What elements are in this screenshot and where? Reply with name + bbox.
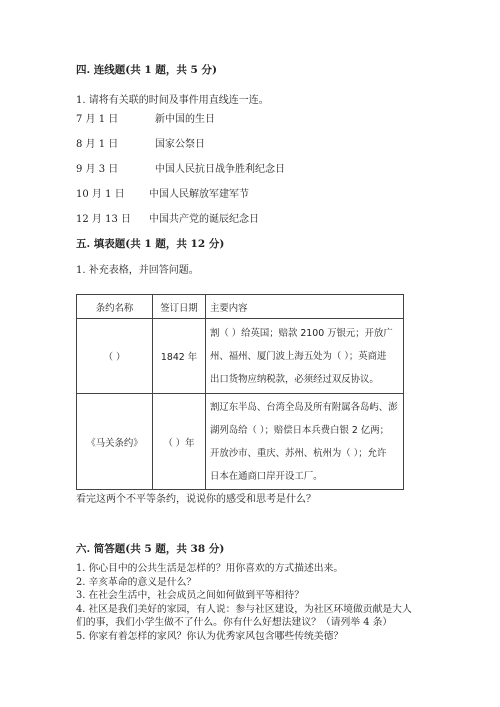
treaty-table — [76, 294, 404, 490]
match-date-4: 10 月 1 日 — [76, 189, 125, 200]
treaty-content — [206, 394, 404, 490]
short-answer-list — [76, 562, 412, 643]
question-4: 4. 社区是我们美好的家园，有人说：参与社区建设，为社区环境做贡献是大人 — [76, 603, 412, 615]
question-1: 1. 你心目中的公共生活是怎样的？用你喜欢的方式描述出来。 — [76, 563, 344, 574]
match-date-2: 8 月 1 日 — [76, 139, 119, 150]
content-line: 湖列岛给（ ）；赔偿日本兵费白银 2 亿两； — [210, 424, 389, 436]
section5-heading: 五. 填表题(共 1 题，共 12 分) — [76, 238, 225, 250]
content-line: 割辽东半岛、台湾全岛及所有附属各岛屿、澎 — [210, 401, 398, 413]
match-event-4: 中国人民解放军建军节 — [149, 189, 249, 200]
match-event-1: 新中国的生日 — [155, 114, 215, 125]
header-sign-date: 签订日期 — [153, 295, 206, 319]
section6-heading: 六. 简答题(共 5 题，共 38 分) — [76, 543, 225, 555]
content-line: 割（ ）给英国；赔款 2100 万银元；开放广 — [210, 327, 393, 339]
header-main-content: 主要内容 — [206, 295, 404, 319]
question-5: 5. 你家有着怎样的家风？你认为优秀家风包含哪些传统美德？ — [76, 630, 344, 642]
question-2: 2. 辛亥革命的意义是什么？ — [76, 576, 197, 588]
table-header-row — [77, 295, 404, 319]
table-row — [77, 319, 404, 394]
header-treaty-name: 条约名称 — [77, 295, 153, 319]
content-line: 州、福州、厦门波上海五处为（ ）；英商进 — [210, 350, 387, 362]
treaty-date-blank: （ ）年 — [153, 394, 206, 490]
treaty-date: 1842 年 — [153, 319, 206, 394]
section4-instruction: 1. 请将有关联的时间及事件用直线连一连。 — [76, 95, 269, 106]
match-date-3: 9 月 3 日 — [76, 164, 119, 175]
question-3: 3. 在社会生活中，社会成员之间如何做到平等相待？ — [76, 590, 304, 601]
content-line: 开放沙市、重庆、苏州、杭州为（ ）；允许 — [210, 447, 387, 459]
match-event-2: 国家公祭日 — [155, 139, 205, 150]
match-date-1: 7 月 1 日 — [76, 114, 119, 125]
content-line: 日本在通商口岸开设工厂。 — [210, 470, 323, 482]
match-date-5: 12 月 13 日 — [76, 214, 131, 225]
treaty-content — [206, 319, 404, 394]
question-4-cont: 们的事，我们小学生做不了什么。你有什么好想法建议？（请列举 4 条） — [76, 617, 393, 628]
match-event-5: 中国共产党的诞辰纪念日 — [149, 214, 259, 225]
table-row — [77, 394, 404, 490]
content-line: 出口货物应纳税款，必须经过双反协议。 — [210, 373, 379, 385]
treaty-name: 《马关条约》 — [77, 394, 153, 490]
match-event-3: 中国人民抗日战争胜利纪念日 — [155, 164, 285, 175]
section4-heading: 四. 连线题(共 1 题，共 5 分) — [76, 64, 217, 76]
section5-instruction: 1. 补充表格，并回答问题。 — [76, 265, 199, 276]
section5-followup-question: 看完这两个不平等条约，说说你的感受和思考是什么？ — [76, 494, 316, 505]
treaty-name-blank: （ ） — [77, 319, 153, 394]
